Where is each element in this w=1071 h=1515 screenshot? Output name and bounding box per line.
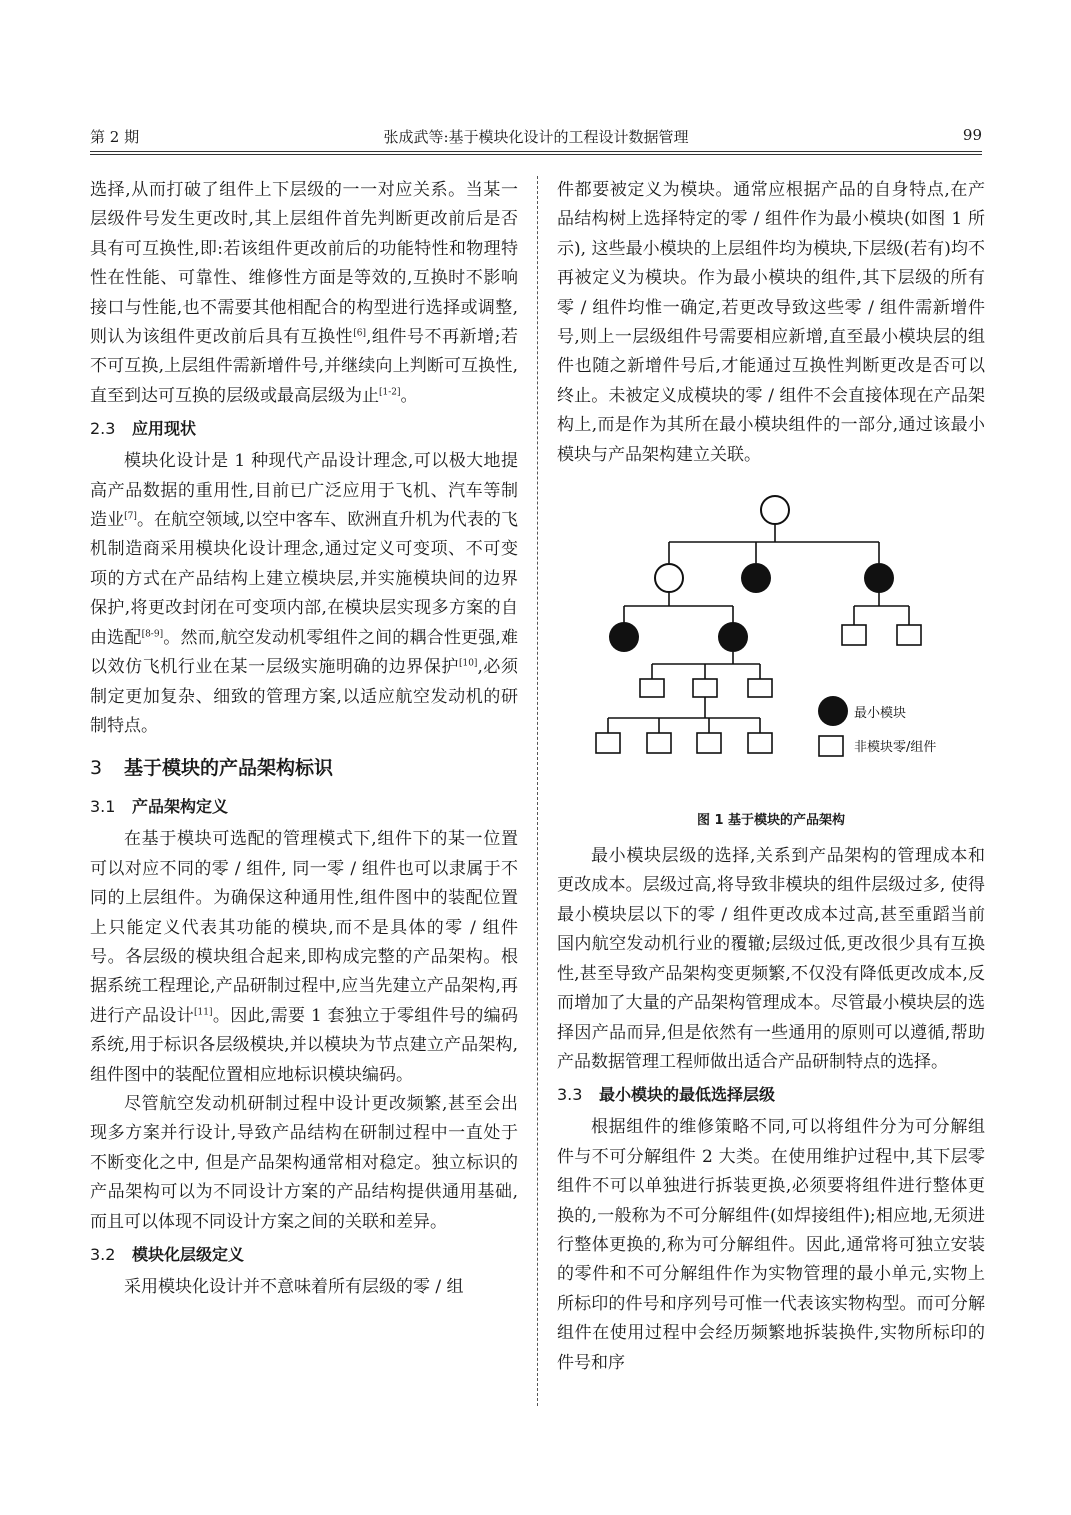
left-column [90, 176, 518, 1302]
min-module-node [864, 563, 894, 593]
header-rule-top [90, 151, 982, 152]
min-module-node [741, 563, 771, 593]
paragraph-interchangeability: 选择,从而打破了组件上下层级的一一对应关系。当某一层级件号发生更改时,其上层组件首先判断更改前后是否具有可互换性,即:若该组件更改前后的功能特性和物理特性在性能、可靠性、维修性方面是等效的,互换时不影响接口与性能,也不需要其他相配合的构型进行选择或调整,则认为该组件更改前后具有互换性[6],组件号不再新增;若不可互换,上层组件需新增件号,并继续向上判断可互换性,直至到达可互换的层级或最高层级为止[1-2]。 [90, 180, 519, 406]
paragraph-application-status: 模块化设计是 1 种现代产品设计理念,可以极大地提高产品数据的重用性,目前已广泛应用于飞机、汽车等制造业[7]。在航空领域,以空中客车、欧洲直升机为代表的飞机制造商采用模块化设计理念,通过定义可变项、不可变项的方式在产品结构上建立模块层,并实施模块间的边界保护,将更改封闭在可变项内部,在模块层实现多方案的自由选配[8-9]。然而,航空发动机零组件之间的耦合性更强,难以效仿飞机行业在某一层级实施明确的边界保护[10],必须制定更加复杂、细致的管理方案,以适应航空发动机的研制特点。 [90, 451, 519, 736]
page-number: 99 [962, 126, 982, 144]
figure-caption: 图 1 基于模块的产品架构 [696, 813, 846, 829]
header-rule-bottom [90, 154, 982, 155]
section-heading-2-3: 2.3 应用现状 [90, 419, 197, 439]
paragraph-architecture-definition: 在基于模块可选配的管理模式下,组件下的某一位置可以对应不同的零 / 组件, 同一零 / 组件也可以隶属于不同的上层组件。为确保这种通用性,组件图中的装配位置上只能定义代表其功能的模块,而不是具体的零 / 组件号。各层级的模块组合起来,即构成完整的产品架构。根据系统工程理论,产品研制过程中,应当先建立产品架构,再进行产品设计[11]。因此,需要 1 套独立于零组件号的编码系统,用于标识各层级模块,并以模块为节点建立产品架构,组件图中的装配位置相应地标识模块编码。 [90, 829, 519, 1085]
paragraph-modular-level: 采用模块化设计并不意味着所有层级的零 / 组 [124, 1277, 464, 1297]
architecture-tree-diagram [593, 486, 953, 782]
issue-number: 第 2 期 [90, 128, 140, 146]
citation: [7] [124, 511, 137, 522]
non-module-part [647, 733, 671, 753]
non-module-part [640, 679, 664, 697]
citation: [11] [194, 1007, 213, 1018]
citation: [8-9] [141, 629, 164, 640]
min-module-node [609, 622, 639, 652]
legend-non-module-icon [819, 736, 843, 756]
non-module-part [693, 679, 717, 697]
min-module-node [718, 622, 748, 652]
paragraph-level-selection: 最小模块层级的选择,关系到产品架构的管理成本和更改成本。层级过高,将导致非模块的组件层级过多, 使得最小模块层以下的零 / 组件更改成本过高,甚至重蹈当前国内航空发动机行业的覆辙;层级过低,更改很少具有互换性,甚至导致产品架构变更频繁,不仅没有降低更改成本,反而增加了大量的产品架构管理成本。尽管最小模块层的选择因产品而异,但是依然有一些通用的原则可以遵循,帮助产品数据管理工程师做出适合产品研制特点的选择。 [557, 846, 985, 1072]
module-node [655, 564, 683, 592]
figure-product-architecture [557, 486, 985, 804]
non-module-part [748, 733, 772, 753]
non-module-part [842, 625, 866, 645]
legend-min-module-label: 最小模块 [854, 706, 907, 722]
running-header [90, 122, 982, 152]
section-heading-3-1: 3.1 产品架构定义 [90, 797, 229, 817]
paragraph-lowest-level: 根据组件的维修策略不同,可以将组件分为可分解组件与不可分解组件 2 大类。在使用维护过程中,其下层零组件不可以单独进行拆装更换,必须要将组件进行整体更换的,一般称为不可分解组件(如焊接组件);相应地,无须进行整体更换的,称为可分解组件。因此,通常将可独立安装的零件和不可分解组件作为实物管理的最小单元,实物上所标印的件号和序列号可惟一代表该实物构型。而可分解组件在使用过程中会经历频繁地拆装换件,实物所标印的件号和序 [557, 1117, 985, 1373]
legend-non-module-label: 非模块零/组件 [854, 740, 937, 756]
non-module-part [897, 625, 921, 645]
running-title: 张成武等:基于模块化设计的工程设计数据管理 [383, 128, 689, 146]
non-module-part [697, 733, 721, 753]
citation: [10] [458, 658, 478, 669]
column-separator [537, 176, 538, 1406]
root-node [761, 496, 789, 524]
right-column [557, 176, 985, 1378]
legend-min-module-icon [818, 696, 848, 726]
non-module-part [596, 733, 620, 753]
non-module-part [748, 679, 772, 697]
paragraph-architecture-stability: 尽管航空发动机研制过程中设计更改频繁,甚至会出现多方案并行设计,导致产品结构在研制过程中一直处于不断变化之中, 但是产品架构通常相对稳定。独立标识的产品架构可以为不同设计方案的产品结构提供通用基础,而且可以体现不同设计方案之间的关联和差异。 [90, 1093, 518, 1232]
citation: [1-2] [379, 387, 401, 398]
citation: [6] [353, 328, 366, 339]
section-heading-3: 3 基于模块的产品架构标识 [90, 757, 334, 780]
section-heading-3-2: 3.2 模块化层级定义 [90, 1245, 245, 1264]
paragraph-min-module: 件都要被定义为模块。通常应根据产品的自身特点,在产品结构树上选择特定的零 / 组件作为最小模块(如图 1 所示), 这些最小模块的上层组件均为模块,下层级(若有)均不再被定义为模块。作为最小模块的组件,其下层级的所有零 / 组件均惟一确定,若更改导致这些零 / 组件需新增件号,则上一层级组件号需要相应新增,直至最小模块层的组件也随之新增件号后,才能通过互换性判断更改是否可以终止。未被定义成模块的零 / 组件不会直接体现在产品架构上,而是作为其所在最小模块组件的一部分,通过该最小模块与产品架构建立关联。 [557, 180, 985, 465]
section-heading-3-3: 3.3 最小模块的最低选择层级 [557, 1085, 776, 1105]
